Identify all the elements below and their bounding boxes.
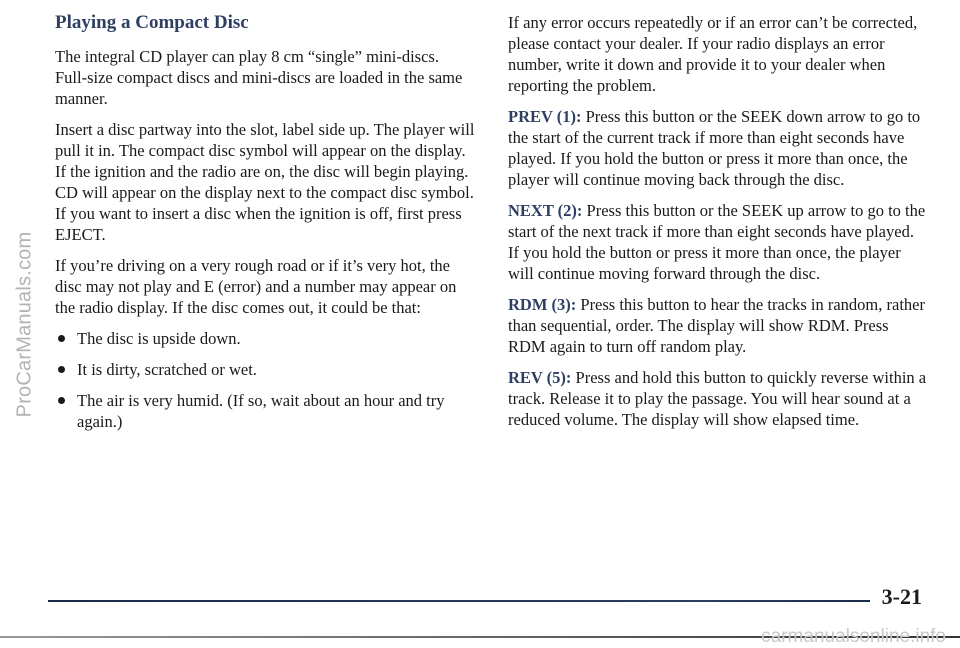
item-next bbox=[508, 200, 928, 284]
section-heading: Playing a Compact Disc bbox=[55, 12, 249, 33]
right-column bbox=[508, 12, 928, 440]
side-watermark bbox=[8, 0, 42, 648]
cause-list bbox=[55, 328, 475, 432]
term-rdm: RDM (3): bbox=[508, 295, 577, 314]
term-rev: REV (5): bbox=[508, 368, 572, 387]
desc-rdm: Press this button to hear the tracks in random, rather than sequential, order. The display will show RDM. Press RDM again to turn off random play. bbox=[508, 295, 925, 356]
footer-watermark: carmanualsonline.info bbox=[761, 626, 946, 647]
footer-rule bbox=[48, 600, 870, 602]
paragraph-insert-disc: Insert a disc partway into the slot, label side up. The player will pull it in. The compact disc symbol will appear on the display. If the ignition and the radio are on, the disc will begin playing. CD will appear on the display next to the compact disc symbol. If you want to insert a disc when the ignition is off, first press EJECT. bbox=[55, 120, 475, 244]
item-rdm bbox=[508, 294, 928, 357]
item-prev bbox=[508, 106, 928, 190]
list-item: The disc is upside down. bbox=[55, 328, 475, 349]
page-number: 3-21 bbox=[881, 584, 922, 609]
term-prev: PREV (1): bbox=[508, 107, 582, 126]
paragraph-error-help: If any error occurs repeatedly or if an error can’t be corrected, please contact your dealer. If your radio displays an error number, write it down and provide it to your dealer when reporting the problem. bbox=[508, 13, 918, 95]
left-column bbox=[55, 12, 475, 442]
paragraph-rough-road: If you’re driving on a very rough road or if it’s very hot, the disc may not play and E (error) and a number may appear on the radio display. If the disc comes out, it could be that: bbox=[55, 256, 457, 317]
desc-rev: Press and hold this button to quickly reverse within a track. Release it to play the passage. You will hear sound at a reduced volume. The display will show elapsed time. bbox=[508, 368, 927, 429]
list-item: It is dirty, scratched or wet. bbox=[55, 359, 475, 380]
paragraph-cd-player-intro: The integral CD player can play 8 cm “single” mini-discs. Full-size compact discs and mini-discs are loaded in the same manner. bbox=[55, 47, 463, 108]
term-next: NEXT (2): bbox=[508, 201, 583, 220]
item-rev bbox=[508, 367, 928, 430]
desc-next: Press this button or the SEEK up arrow to go to the start of the next track if more than eight seconds have played. If you hold the button or press it more than once, the player will continue moving forward through the disc. bbox=[508, 201, 926, 283]
list-item: The air is very humid. (If so, wait about an hour and try again.) bbox=[55, 390, 475, 432]
desc-prev: Press this button or the SEEK down arrow to go to the start of the current track if more than eight seconds have played. If you hold the button or press it more than once, the player will continue moving back through the disc. bbox=[508, 107, 921, 189]
side-watermark-text: ProCarManuals.com bbox=[13, 231, 36, 417]
